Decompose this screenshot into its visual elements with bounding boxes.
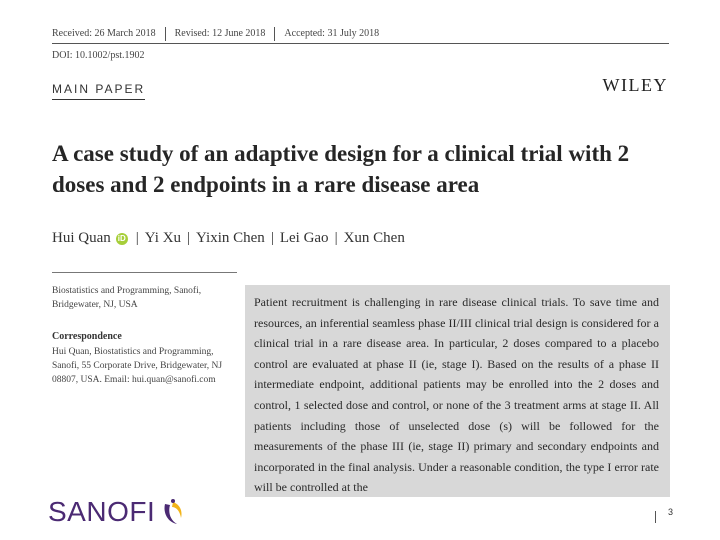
- author-separator: |: [187, 230, 191, 246]
- abstract-box: [245, 285, 670, 497]
- page-number: 3: [668, 507, 674, 517]
- orcid-icon[interactable]: iD: [117, 233, 126, 243]
- logo-wordmark: SANOFI: [48, 496, 156, 527]
- author-name[interactable]: Xun Chen: [343, 230, 405, 246]
- author-list: [52, 230, 405, 247]
- affiliation: Biostatistics and Programming, Sanofi, Bridgewater, NJ, USA: [52, 286, 202, 310]
- date-separator: [165, 27, 166, 41]
- sidebar-rule: [52, 272, 237, 273]
- paper-title: A case study of an adaptive design for a clinical trial with 2 doses and 2 endpoints in a rare disease area: [52, 141, 630, 197]
- submission-dates: [52, 28, 379, 41]
- doi[interactable]: DOI: 10.1002/pst.1902: [52, 50, 145, 61]
- correspondence-details: Hui Quan, Biostatistics and Programming, Sanofi, 55 Corporate Drive, Bridgewater, NJ 08807, USA. Email: hui.quan@sanofi.com: [52, 347, 223, 385]
- author-name[interactable]: Hui Quan: [52, 230, 111, 246]
- received-date: Received: 26 March 2018: [52, 28, 156, 39]
- author-name[interactable]: Yixin Chen: [196, 230, 265, 246]
- author-name[interactable]: Lei Gao: [279, 230, 329, 246]
- sanofi-bird-icon: [161, 498, 187, 526]
- correspondence-heading: Correspondence: [52, 331, 122, 342]
- revised-date: Revised: 12 June 2018: [174, 28, 266, 39]
- author-separator: |: [334, 230, 338, 246]
- header-rule: [52, 43, 669, 44]
- author-name[interactable]: Yi Xu: [144, 230, 182, 246]
- page-number-bar: [655, 511, 656, 523]
- section-label: MAIN PAPER: [52, 82, 145, 100]
- author-separator: |: [135, 230, 139, 246]
- accepted-date: Accepted: 31 July 2018: [284, 28, 380, 39]
- abstract-text: Patient recruitment is challenging in rare disease clinical trials. To save time and resources, an inferential seamless phase II/III clinical trial design is considered for a clinical trial in a rare disease area. In particular, 2 doses compared to a placebo control are evaluated at phase II (ie, stage I). Based on the results of a phase II intermediate endpoint, additional patients may be enrolled into the 2 doses and control, 1 selected dose and control, or none of the 3 treatment arms at stage II. All patients including those of unselected dose (s) will be followed for the measurements of the phase III (ie, stage II) primary and secondary endpoints and incorporated in the final analysis. Under a reasonable condition, the type I error rate will be controlled at the: [254, 295, 659, 495]
- date-separator: [274, 27, 275, 41]
- author-separator: |: [270, 230, 274, 246]
- sanofi-logo: [48, 496, 187, 528]
- publisher-logo: WILEY: [602, 75, 668, 95]
